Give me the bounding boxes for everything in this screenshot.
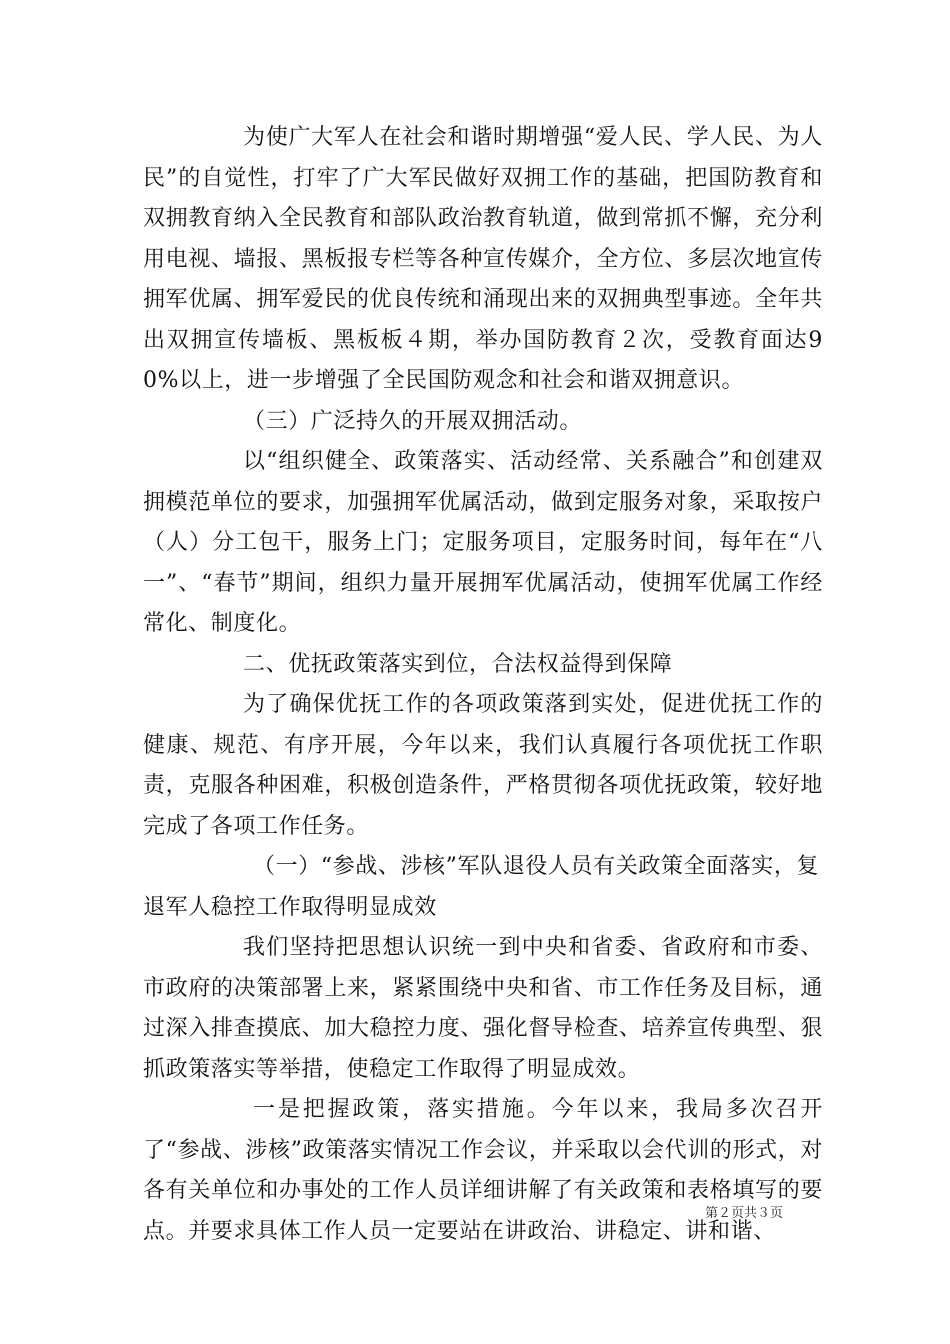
paragraph-policy-implementation: 为了确保优抚工作的各项政策落到实处，促进优抚工作的健康、规范、有序开展，今年以来，我们认真履行各项优抚工作职责，克服各种困难，积极创造条件，严格贯彻各项优抚政策，较好地完成了各项工作任务。 (143, 692, 823, 839)
paragraph-stability-work: 我们坚持把思想认识统一到中央和省委、省政府和市委、市政府的决策部署上来，紧紧围绕中央和省、市工作任务及目标，通过深入排查摸底、加大稳控力度、强化督导检查、培养宣传典型、狠抓政策落实等举措，使稳定工作取得了明显成效。 (143, 935, 823, 1082)
paragraph-measure-one: 一是把握政策，落实措施。今年以来，我局多次召开了“参战、涉核”政策落实情况工作会议，并采取以会代训的形式，对各有关单位和办事处的工作人员详细讲解了有关政策和表格填写的要点。并要求具体工作人员一定要站在讲政治、讲稳定、讲和谐、 (143, 1097, 823, 1244)
heading-sub-one: （一）“参战、涉核”军队退役人员有关政策全面落实，复退军人稳控工作取得明显成效 (143, 854, 820, 920)
heading-sub-three: （三）广泛持久的开展双拥活动。 (243, 408, 583, 434)
page-number-footer: 第２页共３页 (705, 1206, 784, 1221)
paragraph-support-activities: 以“组织健全、政策落实、活动经常、关系融合”和创建双拥模范单位的要求，加强拥军优属活动，做到定服务对象，采取按户（人）分工包干，服务上门；定服务项目，定服务时间，每年在“八一”、“春节”期间，组织力量开展拥军优属活动，使拥军优属工作经常化、制度化。 (143, 449, 823, 636)
document-body (143, 118, 823, 1252)
paragraph-publicity-education: 为使广大军人在社会和谐时期增强“爱人民、学人民、为人民”的自觉性，打牢了广大军民做好双拥工作的基础，把国防教育和双拥教育纳入全民教育和部队政治教育轨道，做到常抓不懈，充分利用电视、墙报、黑板报专栏等各种宣传媒介，全方位、多层次地宣传拥军优属、拥军爱民的优良传统和涌现出来的双拥典型事迹。全年共出双拥宣传墙板、黑板板４期，举办国防教育２次，受教育面达90%以上，进一步增强了全民国防观念和社会和谐双拥意识。 (143, 125, 823, 393)
heading-section-two: 二、优抚政策落实到位，合法权益得到保障 (243, 651, 673, 677)
